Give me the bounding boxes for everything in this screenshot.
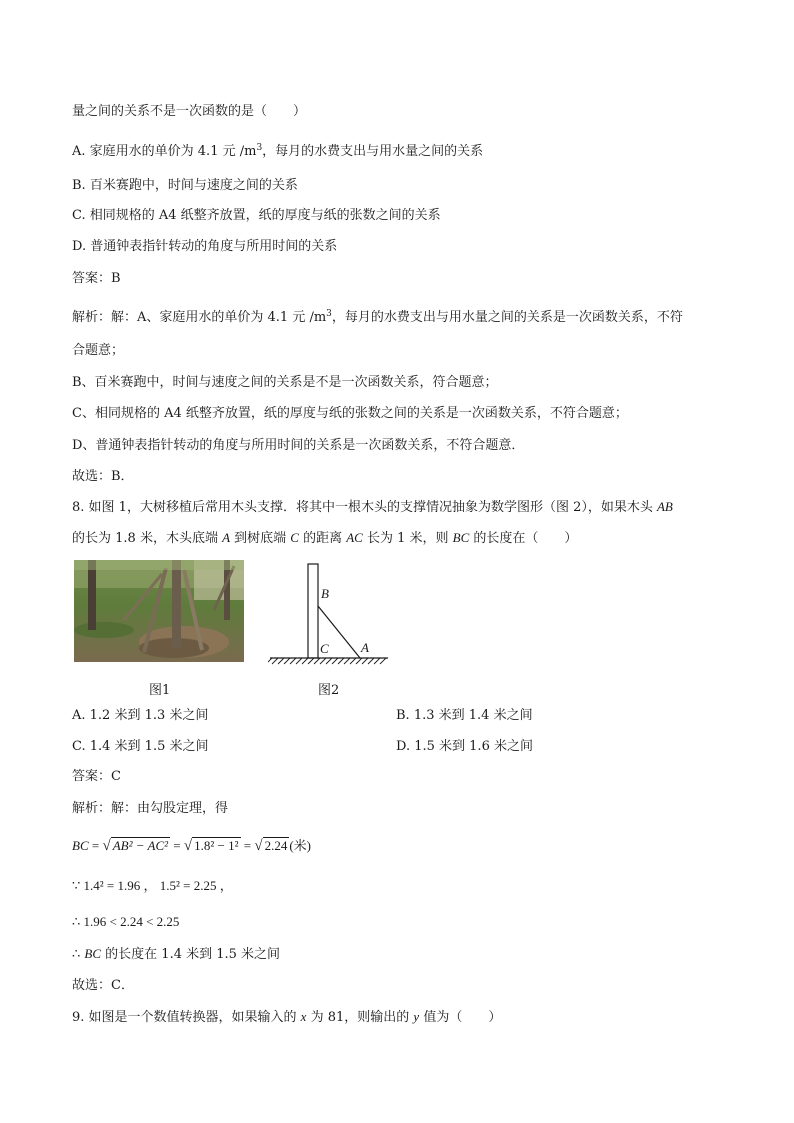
formula-radicand: 2.24 (264, 838, 288, 853)
therefore-symbol: ∴ (72, 947, 85, 962)
q7-option-a-sup: 3 (256, 143, 263, 153)
q8-var: C (290, 530, 299, 545)
formula-eq: = (170, 838, 184, 853)
q8-var-ab: AB (656, 499, 673, 514)
q7-option-b: B. 百米赛跑中，时间与速度之间的关系 (72, 178, 298, 193)
sqrt-icon: √ (183, 838, 193, 854)
q9-stem (72, 1008, 501, 1027)
q9-stem-text: 值为（ ） (419, 1010, 502, 1025)
formula-bc: BC (72, 838, 89, 853)
point-a-label: A (361, 640, 369, 655)
q8-stem-seg: 到树底端 (230, 531, 291, 546)
q8-stem-seg: 的长为 1.8 米，木头底端 (72, 531, 223, 546)
q9-stem-text: 为 81，则输出的 (306, 1010, 414, 1025)
q8-option-b: B. 1.3 米到 1.4 米之间 (396, 708, 533, 723)
formula-eq: = (88, 838, 103, 853)
sqrt-icon: √ (102, 838, 111, 854)
q8-option-d: D. 1.5 米到 1.6 米之间 (396, 739, 533, 754)
figure1-caption: 图1 (149, 683, 171, 698)
sqrt-icon: √ (254, 838, 263, 854)
right-triangle-diagram (268, 560, 392, 670)
q7-option-d: D. 普通钟表指针转动的角度与所用时间的关系 (72, 239, 338, 254)
q8-var: BC (452, 530, 470, 545)
ground-hatching (268, 658, 386, 664)
q9-var-x: x (300, 1009, 307, 1024)
formula-unit: (米) (289, 838, 311, 853)
q8-stem-seg: 长为 1 米，则 (362, 531, 453, 546)
q8-therefore2 (72, 945, 280, 964)
q7-analysis-a (72, 305, 683, 327)
q8-option-c: C. 1.4 米到 1.5 米之间 (72, 739, 209, 754)
q7-option-a (72, 139, 483, 161)
formula-eq: = (240, 838, 255, 853)
q8-therefore1: ∴ 1.96 < 2.24 < 2.25 (72, 914, 180, 929)
q7-analysis-a-text: 解析：解：A、家庭用水的单价为 4.1 元 /m (72, 310, 327, 325)
figure1-photo (74, 560, 244, 662)
q9-var-y: y (413, 1009, 420, 1024)
q7-analysis-b: B、百米赛跑中，时间与速度之间的关系是不是一次函数关系，符合题意； (72, 375, 498, 390)
q8-stem-seg: 的距离 (298, 531, 347, 546)
figure2-caption: 图2 (318, 683, 340, 698)
q7-analysis-c: C、相同规格的 A4 纸整齐放置，纸的厚度与纸的张数之间的关系是一次函数关系，不符合题意； (72, 406, 628, 421)
formula-radicand: 1.8² − 1² (194, 838, 239, 853)
q7-option-a-tail: ，每月的水费支出与用水量之间的关系 (262, 144, 484, 159)
figure2-diagram (268, 560, 392, 670)
tree-trunk (308, 564, 318, 658)
q7-option-a-text: A. 家庭用水的单价为 4.1 元 /m (72, 144, 257, 159)
formula-radicand: AB² − AC² (112, 838, 169, 853)
q8-stem-line2 (72, 529, 577, 548)
q8-because: ∵ 1.4² = 1.96 ， 1.5² = 2.25 ， (72, 878, 233, 893)
q8-analysis: 解析：解：由勾股定理，得 (72, 801, 229, 816)
q7-option-c: C. 相同规格的 A4 纸整齐放置，纸的厚度与纸的张数之间的关系 (72, 208, 441, 223)
q8-var: A (222, 530, 231, 545)
q8-therefore-text: 的长度在 1.4 米到 1.5 米之间 (101, 947, 281, 962)
q8-answer: 答案：C (72, 769, 121, 784)
q8-choice: 故选：C． (72, 978, 134, 993)
q9-stem-text: 9. 如图是一个数值转换器，如果输入的 (72, 1010, 301, 1025)
point-b-label: B (321, 586, 329, 601)
tree-photo-image (74, 560, 244, 662)
q7-analysis-d: D、普通钟表指针转动的角度与所用时间的关系是一次函数关系，不符合题意． (72, 438, 525, 453)
q7-analysis-a-tail: ，每月的水费支出与用水量之间的关系是一次函数关系，不符 (331, 310, 683, 325)
q8-formula (72, 837, 311, 855)
q8-option-a: A. 1.2 米到 1.3 米之间 (72, 708, 209, 723)
q8-var: AC (346, 530, 363, 545)
q8-stem-text: 8. 如图 1，大树移植后常用木头支撑．将其中一根木头的支撑情况抽象为数学图形（图 2），如果木头 (72, 500, 657, 515)
q7-stem-tail: 量之间的关系不是一次函数的是（ ） (72, 104, 307, 119)
q8-stem-seg: 的长度在（ ） (469, 531, 578, 546)
q8-stem-line1 (72, 498, 673, 517)
q7-analysis-a-cont: 合题意； (72, 343, 125, 358)
q7-choice: 故选：B． (72, 469, 134, 484)
point-c-label: C (320, 641, 329, 656)
q7-answer: 答案：B (72, 271, 121, 286)
q8-var-bc: BC (84, 946, 102, 961)
q7-analysis-a-sup: 3 (326, 309, 332, 319)
